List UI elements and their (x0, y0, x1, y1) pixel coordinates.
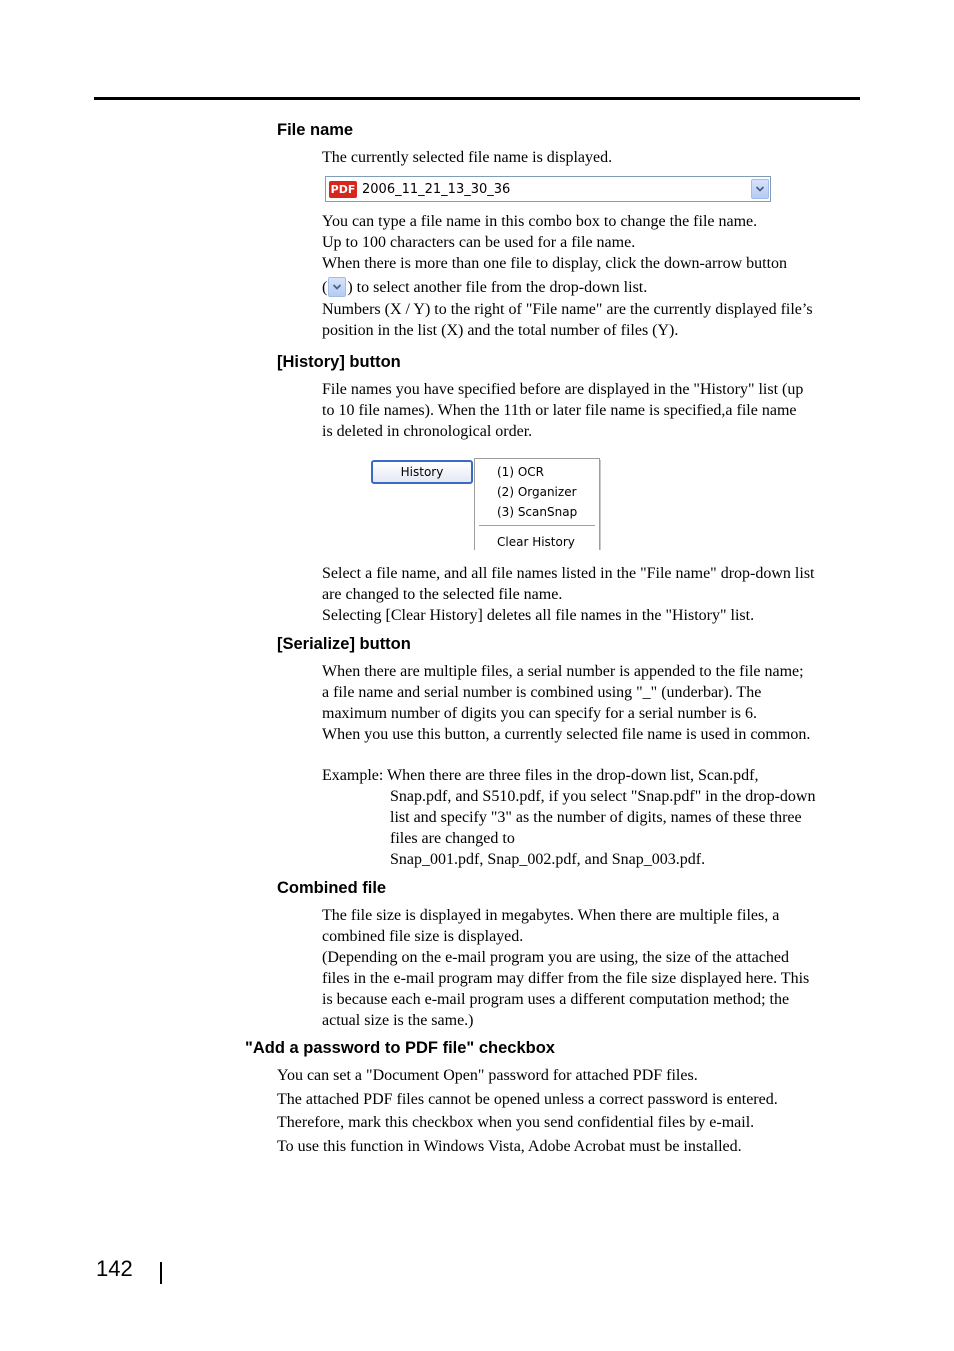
combined-line-5: is because each e-mail program uses a different computation method; the (322, 991, 790, 1008)
combined-heading: Combined file (277, 879, 387, 897)
combined-line-1: The file size is displayed in megabytes. When there are multiple files, a (322, 907, 780, 924)
password-line-1: You can set a "Document Open" password for attached PDF files. (277, 1067, 698, 1084)
page-number-bar (160, 1262, 162, 1284)
password-desc (277, 1065, 862, 1159)
history-menu-item-3[interactable]: (3) ScanSnap (497, 505, 578, 519)
history-menu-item-2[interactable]: (2) Organizer (497, 485, 577, 499)
file-name-desc (322, 211, 862, 341)
arrow-line (322, 277, 862, 298)
example-line-5: Snap_001.pdf, Snap_002.pdf, and Snap_003.pdf. (390, 851, 706, 868)
history-menu (474, 458, 600, 550)
history-line-2: to 10 file names). When the 11th or later file name is specified,a file name (322, 402, 797, 419)
combined-line-6: actual size is the same.) (322, 1012, 474, 1029)
password-line-2: The attached PDF files cannot be opened unless a correct password is entered. (277, 1090, 778, 1108)
numbers-line-1: Numbers (X / Y) to the right of "File name" are the currently displayed file’s (322, 301, 813, 319)
file-name-line-2: Up to 100 characters can be used for a file name. (322, 234, 636, 251)
file-name-combo[interactable] (325, 176, 771, 202)
combo-dropdown-button[interactable] (751, 179, 769, 199)
combined-line-4: files in the e-mail program may differ from the file size displayed here. This (322, 970, 810, 987)
serialize-line-2: a file name and serial number is combined using "_" (underbar). The (322, 684, 762, 701)
file-name-line-3: When there is more than one file to display, click the down-arrow button (322, 255, 788, 272)
example-line-4: files are changed to (390, 830, 515, 847)
history-desc (322, 379, 862, 442)
file-name-combo-value: 2006_11_21_13_30_36 (362, 182, 511, 197)
file-name-intro (322, 147, 862, 168)
history-line-3: is deleted in chronological order. (322, 423, 533, 440)
serialize-line-3: maximum number of digits you can specify for a serial number is 6. (322, 705, 758, 722)
pdf-icon: PDF (330, 183, 356, 196)
top-rule (94, 97, 860, 100)
example-line-1 (322, 765, 862, 786)
password-line-3: Therefore, mark this checkbox when you send confidential files by e-mail. (277, 1114, 755, 1131)
password-line-4: To use this function in Windows Vista, Adobe Acrobat must be installed. (277, 1137, 742, 1155)
history-menu-item-1[interactable]: (1) OCR (497, 465, 544, 479)
serialize-line-1: When there are multiple files, a serial number is appended to the file name; (322, 663, 804, 680)
combined-line-2: combined file size is displayed. (322, 928, 524, 945)
clear-history-item[interactable]: Clear History (497, 535, 575, 549)
chevron-down-icon (333, 283, 341, 291)
history-heading: [History] button (277, 353, 401, 371)
arrow-line-close: ) to select another file from the drop-down list. (347, 279, 648, 296)
combined-desc (322, 905, 862, 1031)
file-name-line-1: You can type a file name in this combo box to change the file name. (322, 213, 758, 230)
numbers-line-2: position in the list (X) and the total number of files (Y). (322, 322, 679, 340)
history-after-1: Select a file name, and all file names listed in the "File name" drop-down list (322, 565, 815, 582)
example-line-3: list and specify "3" as the number of digits, names of these three (390, 809, 802, 826)
example-label: Example: (322, 767, 388, 784)
example-line-2: Snap.pdf, and S510.pdf, if you select "Snap.pdf" in the drop-down (390, 788, 816, 805)
history-after (322, 563, 862, 626)
arrow-line-open: ( (322, 279, 328, 296)
history-button[interactable]: History (371, 460, 473, 484)
serialize-heading: [Serialize] button (277, 635, 411, 653)
serialize-example (322, 765, 862, 870)
file-name-heading: File name (277, 121, 354, 139)
example-first: When there are three files in the drop-down list, Scan.pdf, (387, 767, 759, 784)
combined-line-3: (Depending on the e-mail program you are using, the size of the attached (322, 949, 789, 966)
history-after-2: are changed to the selected file name. (322, 586, 563, 603)
down-arrow-button (328, 277, 346, 297)
menu-separator (479, 525, 595, 526)
file-name-intro-text: The currently selected file name is displayed. (322, 149, 613, 166)
serialize-line-4: When you use this button, a currently selected file name is used in common. (322, 726, 811, 743)
history-after-3: Selecting [Clear History] deletes all file names in the "History" list. (322, 607, 755, 624)
page-number: 142 (96, 1256, 133, 1281)
serialize-desc (322, 661, 862, 745)
history-line-1: File names you have specified before are displayed in the "History" list (up (322, 381, 804, 398)
chevron-down-icon (756, 185, 764, 193)
password-heading: "Add a password to PDF file" checkbox (245, 1039, 555, 1057)
